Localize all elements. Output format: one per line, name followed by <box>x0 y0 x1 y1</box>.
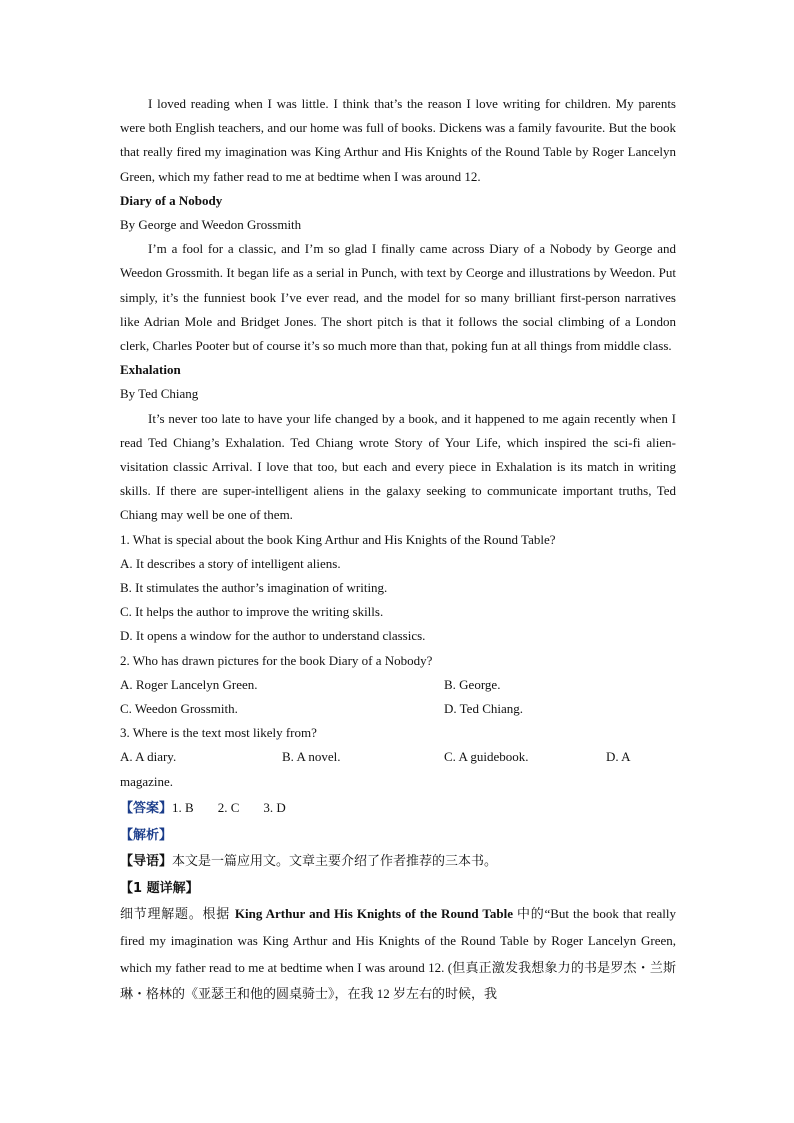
question-3-options <box>120 745 676 769</box>
guide-label: 【导语】 <box>120 854 173 870</box>
question-2-options-row-2 <box>120 697 676 721</box>
analysis-label: 【解析】 <box>120 828 173 844</box>
answer-item-2: 2. C <box>217 799 240 815</box>
question-3-stem: 3. Where is the text most likely from? <box>120 725 317 741</box>
question-3-option-c: C. A guidebook. <box>444 749 529 765</box>
question-1-option-a: A. It describes a story of intelligent aliens. <box>120 555 341 571</box>
question-3-option-b: B. A novel. <box>282 749 341 765</box>
book1-byline: By George and Weedon Grossmith <box>120 217 302 233</box>
intro-paragraph: I loved reading when I was little. I think that’s the reason I love writing for children. My parents were both English teachers, and our home was full of books. Dickens was a family favourite. But the book that really fired my imagination was King Arthur and His Knights of the Round Table by Roger Lancelyn Green, which my father read to me at bedtime when I was around 12. <box>120 96 676 184</box>
guide-text: 本文是一篇应用文。文章主要介绍了作者推荐的三本书。 <box>172 854 498 870</box>
document-content <box>120 92 676 1008</box>
detail1-prefix: 细节理解题。根据 <box>120 906 235 922</box>
question-1-option-b: B. It stimulates the author’s imagination of writing. <box>120 580 388 596</box>
answer-item-3: 3. D <box>263 799 286 815</box>
answer-items <box>172 800 310 815</box>
question-3-option-a: A. A diary. <box>120 749 177 765</box>
book2-paragraph: It’s never too late to have your life changed by a book, and it happened to me again recently when I read Ted Chiang’s Exhalation. Ted Chiang wrote Story of Your Life, which inspired the sci-fi alien-visitation classic Arrival. I love that too, but each and every piece in Exhalation is its match in writing skills. If there are super-intelligent aliens in the galaxy seeking to communicate important truths, Ted Chiang may well be one of them. <box>120 410 676 523</box>
question-2-option-b: B. George. <box>444 676 501 692</box>
question-3-option-d: D. A <box>606 749 631 765</box>
book1-paragraph: I’m a fool for a classic, and I’m so glad I finally came across Diary of a Nobody by George and Weedon Grossmith. It began life as a serial in Punch, with text by Ceorge and illustrations by Weedon. Put simply, it’s the funniest book I’ve ever read, and the model for so many brilliant first-person narratives like Adrian Mole and Bridget Jones. The short pitch is that it follows the social climbing of a London clerk, Charles Pooter but of course it’s so much more than that, poking fun at all things from middle class. <box>120 241 676 354</box>
analysis-line <box>120 823 676 848</box>
detail1-bold-title: King Arthur and His Knights of the Round Table <box>234 905 513 921</box>
answer-line <box>120 796 676 821</box>
question-2-option-c: C. Weedon Grossmith. <box>120 701 238 717</box>
question-1-stem: 1. What is special about the book King Arthur and His Knights of the Round Table? <box>120 531 556 547</box>
detail1-label: 【1 题详解】 <box>120 880 199 896</box>
question-1-option-d: D. It opens a window for the author to understand classics. <box>120 628 426 644</box>
question-2-stem: 2. Who has drawn pictures for the book Diary of a Nobody? <box>120 652 433 668</box>
detail1-paragraph <box>120 901 676 1008</box>
answer-label: 【答案】 <box>120 800 173 816</box>
question-2-options-row-1 <box>120 673 676 697</box>
guide-line <box>120 850 676 874</box>
question-1-option-c: C. It helps the author to improve the writing skills. <box>120 604 384 620</box>
answer-item-1: 1. B <box>172 799 194 815</box>
book2-byline: By Ted Chiang <box>120 386 199 402</box>
question-3-option-d-wrap: magazine. <box>120 773 174 789</box>
question-2-option-a: A. Roger Lancelyn Green. <box>120 676 258 692</box>
detail1-body: 中的“But the book that really fired my imagination was King Arthur and His Knights of the Round Table by Roger Lancelyn Green, which my father read to me at bedtime when I was around 12. (但真正激发我想象力的书是罗杰・兰斯琳・格林的《亚瑟王和他的圆桌骑士》，在我 12 岁左右的时候，我 <box>120 905 676 1002</box>
book2-title: Exhalation <box>120 362 181 378</box>
book1-title: Diary of a Nobody <box>120 192 223 208</box>
question-2-option-d: D. Ted Chiang. <box>444 701 524 717</box>
